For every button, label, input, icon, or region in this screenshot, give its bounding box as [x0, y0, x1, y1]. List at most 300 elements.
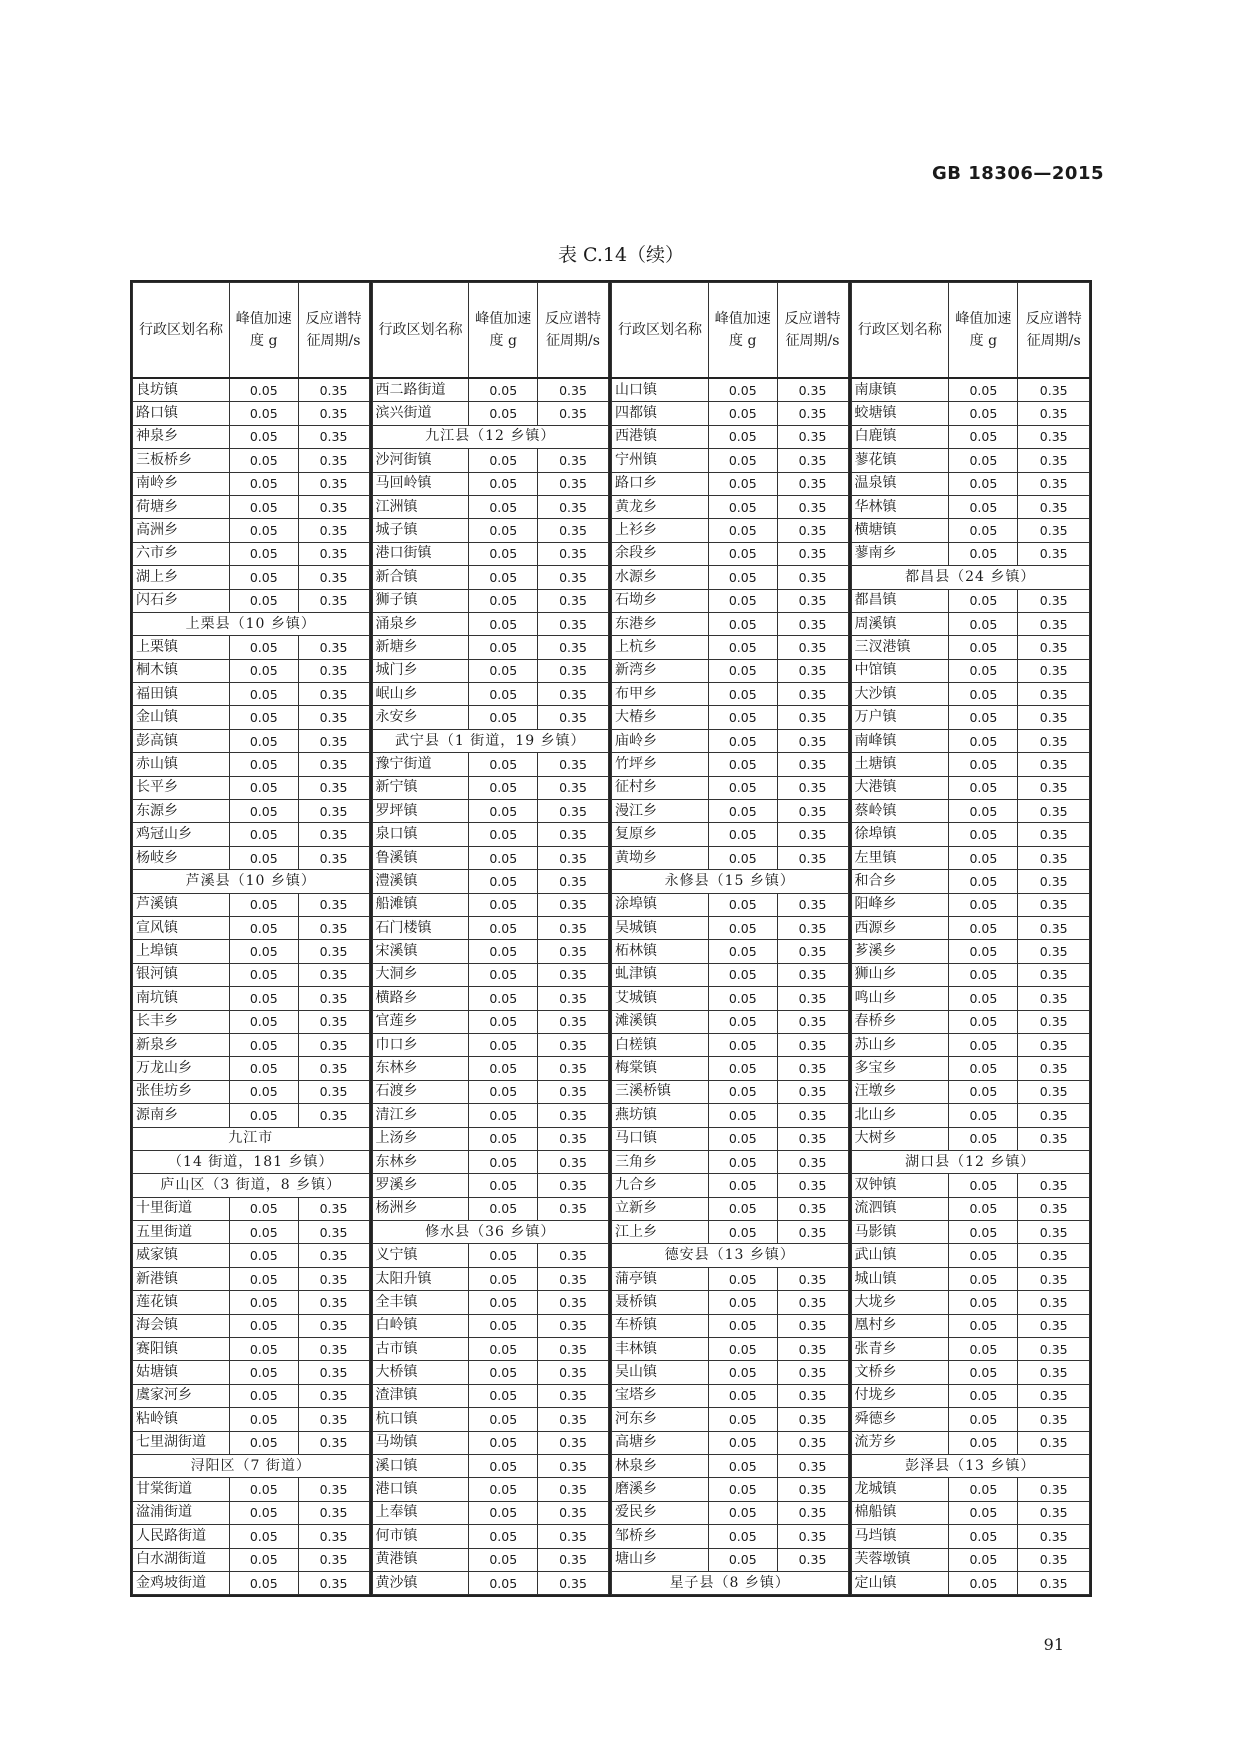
pga-value: 0.05	[949, 1408, 1018, 1431]
period-value: 0.35	[298, 823, 369, 846]
region-name: 芙蓉墩镇	[851, 1548, 949, 1571]
period-value: 0.35	[538, 402, 609, 425]
region-name: 义宁镇	[372, 1244, 469, 1267]
period-value: 0.35	[1018, 1314, 1090, 1337]
period-value: 0.35	[1018, 636, 1090, 659]
pga-value: 0.05	[469, 1571, 538, 1594]
period-value: 0.35	[777, 800, 848, 823]
period-value: 0.35	[777, 963, 848, 986]
table-row	[372, 1127, 609, 1150]
table-row	[372, 1454, 609, 1477]
period-value: 0.35	[298, 1501, 369, 1524]
pga-value: 0.05	[708, 1548, 777, 1571]
pga-value: 0.05	[708, 1197, 777, 1220]
period-value: 0.35	[1018, 1361, 1090, 1384]
table-row	[612, 589, 849, 612]
period-value: 0.35	[538, 916, 609, 939]
region-name: 清江乡	[372, 1104, 469, 1127]
table-row	[612, 753, 849, 776]
table-row	[372, 846, 609, 869]
period-value: 0.35	[1018, 963, 1090, 986]
pga-value: 0.05	[469, 519, 538, 542]
table-row	[133, 1431, 370, 1454]
table-row	[851, 823, 1090, 846]
pga-value: 0.05	[469, 542, 538, 565]
period-value: 0.35	[538, 753, 609, 776]
region-name: 狮子镇	[372, 589, 469, 612]
table-row	[851, 1127, 1090, 1150]
region-name: 大港镇	[851, 776, 949, 799]
pga-value: 0.05	[229, 753, 298, 776]
region-name: 黄龙乡	[612, 495, 709, 518]
region-name: 赛阳镇	[133, 1338, 230, 1361]
region-name: 聂桥镇	[612, 1291, 709, 1314]
region-name: 流芳乡	[851, 1431, 949, 1454]
group-row	[372, 1221, 609, 1244]
region-name: 余段乡	[612, 542, 709, 565]
region-name: 澧溪镇	[372, 870, 469, 893]
pga-value: 0.05	[229, 495, 298, 518]
pga-value: 0.05	[229, 589, 298, 612]
region-name: 石门楼镇	[372, 916, 469, 939]
region-name: 船滩镇	[372, 893, 469, 916]
period-value: 0.35	[538, 659, 609, 682]
period-value: 0.35	[777, 495, 848, 518]
region-name: 虞家河乡	[133, 1384, 230, 1407]
pga-value: 0.05	[708, 706, 777, 729]
table-row	[851, 636, 1090, 659]
period-value: 0.35	[777, 1361, 848, 1384]
table-row	[372, 1197, 609, 1220]
pga-value: 0.05	[949, 940, 1018, 963]
period-value: 0.35	[1018, 1104, 1090, 1127]
region-name: 城门乡	[372, 659, 469, 682]
pga-value: 0.05	[469, 1244, 538, 1267]
period-value: 0.35	[1018, 1338, 1090, 1361]
region-name: 豫宁街道	[372, 753, 469, 776]
table-row	[133, 823, 370, 846]
table-row	[133, 425, 370, 448]
region-name: 车桥镇	[612, 1314, 709, 1337]
region-name: 春桥乡	[851, 1010, 949, 1033]
pga-value: 0.05	[949, 1361, 1018, 1384]
table-row	[133, 1267, 370, 1290]
region-name: 大洞乡	[372, 963, 469, 986]
period-value: 0.35	[298, 425, 369, 448]
region-name: 梅棠镇	[612, 1057, 709, 1080]
pga-value: 0.05	[229, 1571, 298, 1594]
table-row	[372, 916, 609, 939]
period-value: 0.35	[777, 1525, 848, 1548]
pga-value: 0.05	[708, 1338, 777, 1361]
header-name: 行政区划名称	[612, 283, 709, 379]
period-value: 0.35	[1018, 916, 1090, 939]
table-row	[612, 402, 849, 425]
pga-value: 0.05	[949, 870, 1018, 893]
period-value: 0.35	[1018, 1431, 1090, 1454]
pga-value: 0.05	[708, 566, 777, 589]
region-name: 江洲镇	[372, 495, 469, 518]
region-name: 长平乡	[133, 776, 230, 799]
group-row	[133, 1127, 370, 1150]
period-value: 0.35	[298, 659, 369, 682]
pga-value: 0.05	[949, 1501, 1018, 1524]
pga-value: 0.05	[469, 1431, 538, 1454]
pga-value: 0.05	[708, 472, 777, 495]
region-name: 良坊镇	[133, 378, 230, 402]
region-name: 港口镇	[372, 1478, 469, 1501]
pga-value: 0.05	[949, 1525, 1018, 1548]
region-name: 林泉乡	[612, 1454, 709, 1477]
period-value: 0.35	[1018, 1525, 1090, 1548]
table-row	[372, 1431, 609, 1454]
period-value: 0.35	[538, 1314, 609, 1337]
region-name: 新湾乡	[612, 659, 709, 682]
pga-value: 0.05	[469, 870, 538, 893]
table-row	[612, 659, 849, 682]
pga-value: 0.05	[469, 1291, 538, 1314]
pga-value: 0.05	[708, 1174, 777, 1197]
pga-value: 0.05	[708, 1033, 777, 1056]
table-row	[851, 963, 1090, 986]
period-value: 0.35	[777, 987, 848, 1010]
period-value: 0.35	[298, 800, 369, 823]
table-row	[133, 1408, 370, 1431]
period-value: 0.35	[1018, 495, 1090, 518]
pga-value: 0.05	[229, 1033, 298, 1056]
region-name: 万户镇	[851, 706, 949, 729]
pga-value: 0.05	[708, 1150, 777, 1173]
period-value: 0.35	[777, 1127, 848, 1150]
period-value: 0.35	[1018, 1221, 1090, 1244]
group-title: 修水县（36 乡镇）	[372, 1221, 609, 1244]
region-name: 上衫乡	[612, 519, 709, 542]
pga-value: 0.05	[229, 1244, 298, 1267]
region-name: 港口街镇	[372, 542, 469, 565]
region-name: 人民路街道	[133, 1525, 230, 1548]
region-name: 南峰镇	[851, 729, 949, 752]
region-name: 水源乡	[612, 566, 709, 589]
pga-value: 0.05	[949, 1057, 1018, 1080]
region-name: 东林乡	[372, 1150, 469, 1173]
table-row	[612, 706, 849, 729]
table-row	[612, 425, 849, 448]
pga-value: 0.05	[469, 1127, 538, 1150]
table-row	[372, 1104, 609, 1127]
region-name: 闪石乡	[133, 589, 230, 612]
region-name: 艾城镇	[612, 987, 709, 1010]
region-name: 何市镇	[372, 1525, 469, 1548]
pga-value: 0.05	[469, 449, 538, 472]
pga-value: 0.05	[949, 729, 1018, 752]
region-name: 塘山乡	[612, 1548, 709, 1571]
pga-value: 0.05	[708, 1221, 777, 1244]
period-value: 0.35	[298, 1104, 369, 1127]
table-row	[851, 1174, 1090, 1197]
period-value: 0.35	[298, 1525, 369, 1548]
period-value: 0.35	[538, 1548, 609, 1571]
pga-value: 0.05	[708, 683, 777, 706]
period-value: 0.35	[298, 1478, 369, 1501]
table-row	[612, 542, 849, 565]
pga-value: 0.05	[949, 706, 1018, 729]
pga-value: 0.05	[229, 1431, 298, 1454]
table-row	[851, 1314, 1090, 1337]
region-name: 复原乡	[612, 823, 709, 846]
table-row	[851, 846, 1090, 869]
period-value: 0.35	[298, 729, 369, 752]
period-value: 0.35	[777, 1384, 848, 1407]
period-value: 0.35	[1018, 402, 1090, 425]
pga-value: 0.05	[708, 542, 777, 565]
period-value: 0.35	[538, 1267, 609, 1290]
period-value: 0.35	[298, 683, 369, 706]
period-value: 0.35	[1018, 940, 1090, 963]
pga-value: 0.05	[949, 1010, 1018, 1033]
table-row	[612, 566, 849, 589]
region-name: 东林乡	[372, 1057, 469, 1080]
pga-value: 0.05	[469, 963, 538, 986]
period-value: 0.35	[777, 1548, 848, 1571]
table-row	[851, 589, 1090, 612]
pga-value: 0.05	[229, 378, 298, 402]
group-row	[612, 1244, 849, 1267]
table-row	[133, 753, 370, 776]
table-row	[612, 1478, 849, 1501]
region-name: 棉船镇	[851, 1501, 949, 1524]
table-row	[851, 1431, 1090, 1454]
pga-value: 0.05	[229, 1314, 298, 1337]
table-row	[372, 823, 609, 846]
table-row	[372, 1525, 609, 1548]
region-name: 邹桥乡	[612, 1525, 709, 1548]
period-value: 0.35	[538, 940, 609, 963]
region-name: 江上乡	[612, 1221, 709, 1244]
region-name: 武山镇	[851, 1244, 949, 1267]
table-row	[612, 940, 849, 963]
period-value: 0.35	[298, 940, 369, 963]
region-name: 南岭乡	[133, 472, 230, 495]
table-row	[851, 472, 1090, 495]
table-row	[851, 1033, 1090, 1056]
pga-value: 0.05	[949, 472, 1018, 495]
pga-value: 0.05	[229, 1361, 298, 1384]
pga-value: 0.05	[229, 1267, 298, 1290]
table-row	[851, 1104, 1090, 1127]
period-value: 0.35	[538, 566, 609, 589]
table-row	[133, 1501, 370, 1524]
period-value: 0.35	[777, 706, 848, 729]
table-row	[612, 1361, 849, 1384]
table-row	[133, 916, 370, 939]
pga-value: 0.05	[229, 916, 298, 939]
table-row	[372, 963, 609, 986]
table-row	[372, 1361, 609, 1384]
pga-value: 0.05	[229, 1548, 298, 1571]
table-row	[133, 1548, 370, 1571]
region-name: 泉口镇	[372, 823, 469, 846]
pga-value: 0.05	[708, 1127, 777, 1150]
pga-value: 0.05	[469, 1104, 538, 1127]
table-row	[851, 1338, 1090, 1361]
pga-value: 0.05	[469, 916, 538, 939]
table-row	[612, 1057, 849, 1080]
block-table	[611, 282, 849, 1595]
pga-value: 0.05	[229, 1057, 298, 1080]
region-name: 溪口镇	[372, 1454, 469, 1477]
table-row	[372, 1408, 609, 1431]
table-row	[372, 1478, 609, 1501]
region-name: 姑塘镇	[133, 1361, 230, 1384]
table-row	[612, 846, 849, 869]
region-name: 福田镇	[133, 683, 230, 706]
group-row	[133, 1174, 370, 1197]
period-value: 0.35	[1018, 589, 1090, 612]
table-row	[612, 823, 849, 846]
table-row	[612, 1080, 849, 1103]
table-row	[372, 1057, 609, 1080]
region-name: 温泉镇	[851, 472, 949, 495]
period-value: 0.35	[1018, 1174, 1090, 1197]
table-row	[133, 472, 370, 495]
region-name: 宝塔乡	[612, 1384, 709, 1407]
region-name: 湖上乡	[133, 566, 230, 589]
period-value: 0.35	[538, 1501, 609, 1524]
region-name: 官莲乡	[372, 1010, 469, 1033]
table-row	[133, 589, 370, 612]
pga-value: 0.05	[469, 1384, 538, 1407]
table-row	[372, 402, 609, 425]
region-name: 蛟塘镇	[851, 402, 949, 425]
header-row	[372, 283, 609, 379]
region-name: 山口镇	[612, 378, 709, 402]
table-row	[851, 729, 1090, 752]
period-value: 0.35	[538, 1408, 609, 1431]
region-name: 石坳乡	[612, 589, 709, 612]
pga-value: 0.05	[469, 800, 538, 823]
region-name: 布甲乡	[612, 683, 709, 706]
region-name: 巾口乡	[372, 1033, 469, 1056]
period-value: 0.35	[538, 449, 609, 472]
region-name: 赤山镇	[133, 753, 230, 776]
table-row	[612, 378, 849, 402]
header-pga: 峰值加速度 g	[469, 283, 538, 379]
region-name: 蓼花镇	[851, 449, 949, 472]
period-value: 0.35	[777, 589, 848, 612]
period-value: 0.35	[538, 1197, 609, 1220]
table-row	[612, 1408, 849, 1431]
header-name: 行政区划名称	[372, 283, 469, 379]
table-row	[612, 636, 849, 659]
pga-value: 0.05	[708, 753, 777, 776]
table-row	[133, 1478, 370, 1501]
region-name: 新塘乡	[372, 636, 469, 659]
region-name: 城山镇	[851, 1267, 949, 1290]
period-value: 0.35	[298, 1221, 369, 1244]
period-value: 0.35	[777, 1174, 848, 1197]
region-name: 宋溪镇	[372, 940, 469, 963]
pga-value: 0.05	[708, 776, 777, 799]
table-row	[133, 402, 370, 425]
table-row	[133, 1384, 370, 1407]
table-row	[133, 1338, 370, 1361]
period-value: 0.35	[777, 612, 848, 635]
pga-value: 0.05	[229, 566, 298, 589]
pga-value: 0.05	[949, 963, 1018, 986]
period-value: 0.35	[777, 1454, 848, 1477]
table-row	[851, 916, 1090, 939]
period-value: 0.35	[538, 472, 609, 495]
period-value: 0.35	[1018, 1384, 1090, 1407]
period-value: 0.35	[538, 1384, 609, 1407]
period-value: 0.35	[1018, 1478, 1090, 1501]
pga-value: 0.05	[949, 987, 1018, 1010]
table-row	[372, 542, 609, 565]
period-value: 0.35	[538, 963, 609, 986]
region-name: 九合乡	[612, 1174, 709, 1197]
region-name: 涌泉乡	[372, 612, 469, 635]
region-name: 左里镇	[851, 846, 949, 869]
period-value: 0.35	[538, 870, 609, 893]
region-name: 新泉乡	[133, 1033, 230, 1056]
table-row	[851, 870, 1090, 893]
pga-value: 0.05	[949, 776, 1018, 799]
table-row	[372, 378, 609, 402]
period-value: 0.35	[298, 519, 369, 542]
pga-value: 0.05	[949, 1104, 1018, 1127]
region-name: 徐埠镇	[851, 823, 949, 846]
period-value: 0.35	[777, 753, 848, 776]
period-value: 0.35	[1018, 1197, 1090, 1220]
region-name: 华林镇	[851, 495, 949, 518]
pga-value: 0.05	[708, 987, 777, 1010]
pga-value: 0.05	[229, 425, 298, 448]
table-row	[851, 1384, 1090, 1407]
pga-value: 0.05	[469, 378, 538, 402]
pga-value: 0.05	[229, 963, 298, 986]
region-name: 湓浦街道	[133, 1501, 230, 1524]
region-name: 双钟镇	[851, 1174, 949, 1197]
pga-value: 0.05	[469, 1525, 538, 1548]
period-value: 0.35	[298, 753, 369, 776]
region-name: 大椿乡	[612, 706, 709, 729]
period-value: 0.35	[777, 1267, 848, 1290]
table-row	[372, 449, 609, 472]
region-name: 苏山乡	[851, 1033, 949, 1056]
pga-value: 0.05	[708, 449, 777, 472]
table-row	[612, 987, 849, 1010]
table-row	[612, 1338, 849, 1361]
region-name: 罗坪镇	[372, 800, 469, 823]
region-name: 大树乡	[851, 1127, 949, 1150]
region-name: 多宝乡	[851, 1057, 949, 1080]
region-name: 西港镇	[612, 425, 709, 448]
region-name: 甘棠街道	[133, 1478, 230, 1501]
pga-value: 0.05	[469, 636, 538, 659]
pga-value: 0.05	[708, 495, 777, 518]
period-value: 0.35	[538, 823, 609, 846]
region-name: 白槎镇	[612, 1033, 709, 1056]
period-value: 0.35	[538, 1478, 609, 1501]
table-row	[372, 495, 609, 518]
region-name: 蒲亭镇	[612, 1267, 709, 1290]
region-name: 都昌镇	[851, 589, 949, 612]
region-name: 上汤乡	[372, 1127, 469, 1150]
region-name: 上栗镇	[133, 636, 230, 659]
pga-value: 0.05	[708, 1501, 777, 1524]
period-value: 0.35	[538, 378, 609, 402]
region-name: 阳峰乡	[851, 893, 949, 916]
